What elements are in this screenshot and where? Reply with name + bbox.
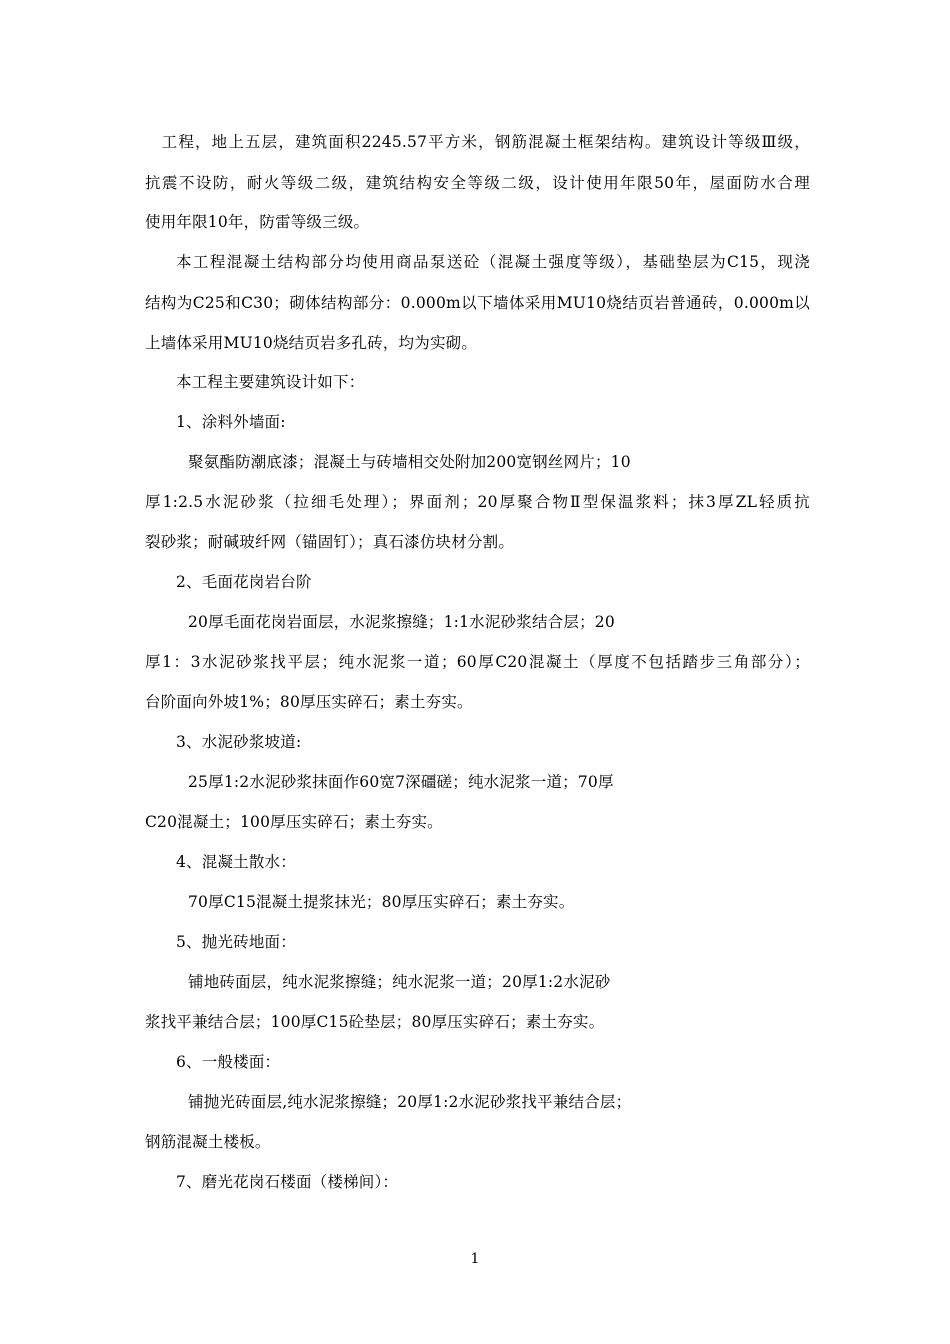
paragraph-line: 铺地砖面层，纯水泥浆擦缝；纯水泥浆一道；20厚1:2水泥砂 (188, 973, 611, 991)
section-heading: 4、混凝土散水： (176, 853, 296, 871)
section-heading: 5、抛光砖地面： (176, 933, 296, 951)
paragraph-line: 铺抛光砖面层,纯水泥浆擦缝；20厚1:2水泥砂浆找平兼结合层； (188, 1093, 632, 1111)
paragraph-line: 钢筋混凝土楼板。 (145, 1133, 271, 1151)
section-heading: 7、磨光花岗石楼面（楼梯间）： (176, 1173, 399, 1191)
section-intro: 本工程主要建筑设计如下： (176, 373, 365, 391)
section-heading: 1、涂料外墙面: (176, 413, 286, 431)
paragraph-line: C20混凝土；100厚压实碎石；素土夯实。 (145, 813, 443, 831)
paragraph-line: 聚氨酯防潮底漆；混凝土与砖墙相交处附加200宽钢丝网片；10 (188, 453, 631, 471)
paragraph-line: 使用年限10年，防雷等级三级。 (145, 213, 370, 231)
paragraph-line: 抗震不设防，耐火等级二级，建筑结构安全等级二级，设计使用年限50年，屋面防水合理 (145, 174, 810, 192)
paragraph-line: 20厚毛面花岗岩面层，水泥浆擦缝；1:1水泥砂浆结合层；20 (188, 613, 615, 631)
page-number: 1 (470, 1251, 480, 1267)
section-heading: 6、一般楼面： (176, 1053, 281, 1071)
paragraph-line: 70厚C15混凝土提浆抹光；80厚压实碎石；素土夯实。 (188, 893, 575, 911)
paragraph-line: 裂砂浆；耐碱玻纤网（锚固钉）；真石漆仿块材分割。 (145, 533, 515, 551)
section-heading: 3、水泥砂浆坡道: (176, 733, 302, 751)
paragraph-line: 本工程混凝土结构部分均使用商品泵送砼（混凝土强度等级），基础垫层为C15，现浇 (176, 253, 810, 271)
section-heading: 2、毛面花岗岩台阶 (176, 573, 312, 591)
paragraph-line: 结构为C25和C30；砌体结构部分：0.000m以下墙体采用MU10烧结页岩普通砖，0.000m以 (145, 294, 810, 312)
paragraph-line: 上墙体采用MU10烧结页岩多孔砖，均为实砌。 (145, 334, 478, 352)
paragraph-line: 浆找平兼结合层；100厚C15砼垫层；80厚压实碎石；素土夯实。 (145, 1013, 605, 1031)
paragraph-line: 厚1：3水泥砂浆找平层；纯水泥浆一道；60厚C20混凝土（厚度不包括踏步三角部分）； (145, 653, 810, 671)
paragraph-line: 厚1:2.5水泥砂浆（拉细毛处理）；界面剂；20厚聚合物Ⅱ型保温浆料；抹3厚ZL轻质抗 (145, 493, 810, 511)
paragraph-line: 台阶面向外坡1%；80厚压实碎石；素土夯实。 (145, 693, 473, 711)
paragraph-line: 工程，地上五层，建筑面积2245.57平方米，钢筋混凝土框架结构。建筑设计等级Ⅲ级， (145, 133, 810, 151)
paragraph-line: 25厚1:2水泥砂浆抹面作60宽7深礓磋；纯水泥浆一道；70厚 (188, 773, 614, 791)
